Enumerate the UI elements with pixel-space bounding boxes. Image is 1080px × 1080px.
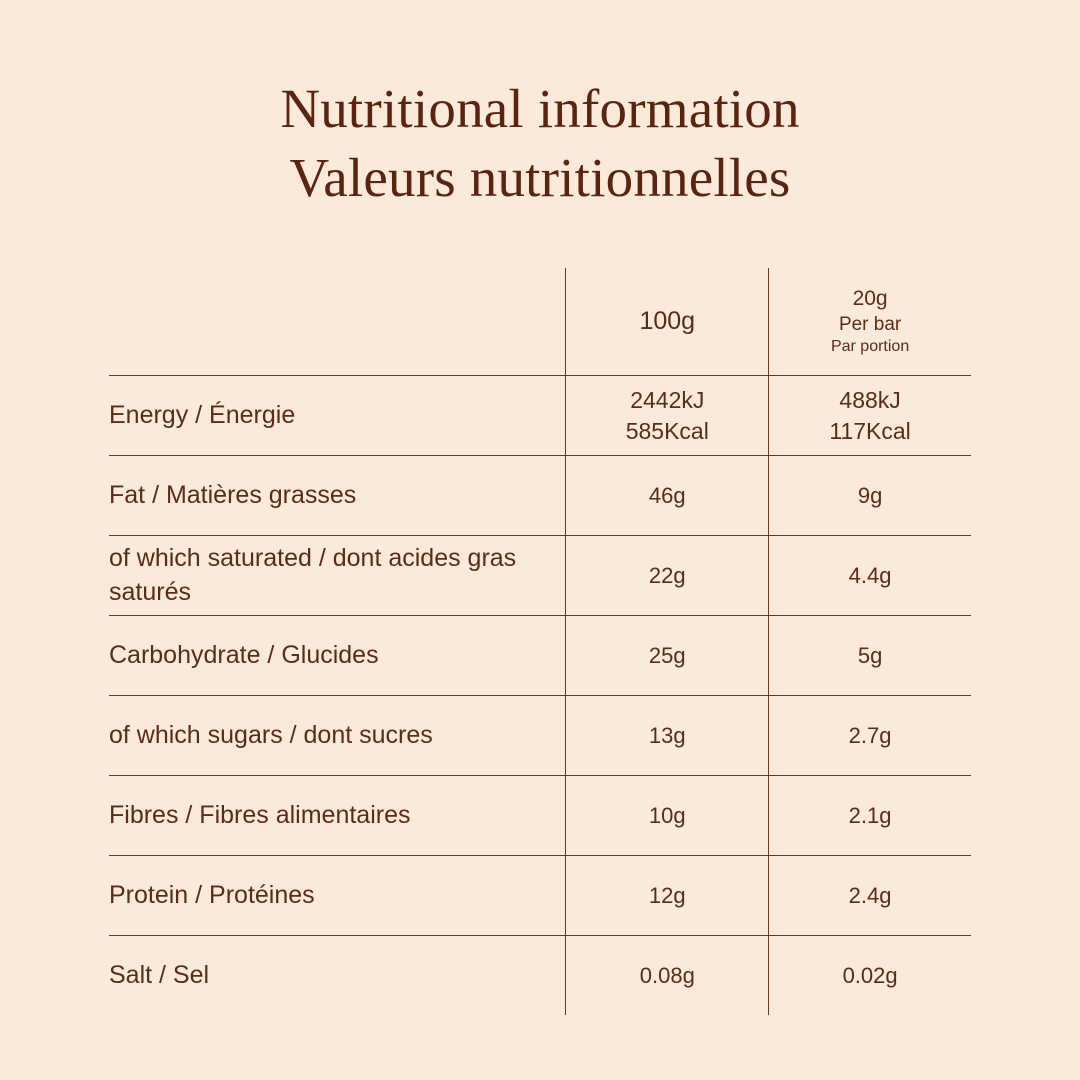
row-value-per-bar: 0.02g [769,936,972,1016]
table-row [109,776,972,856]
table-row [109,856,972,936]
row-value-per-bar: 2.7g [769,696,972,776]
title-french: Valeurs nutritionnelles [289,146,791,208]
header-per-bar-english: Per bar [838,313,902,335]
nutrition-table [108,267,972,1016]
row-value-per-bar-line2: 117Kcal [829,417,911,444]
row-value-per-bar: 9g [769,456,972,536]
table-header-row [109,268,972,376]
row-value-per-bar: 2.1g [769,776,972,856]
table-row [109,696,972,776]
title-english: Nutritional information [280,78,800,139]
row-label: Fibres / Fibres alimentaires [109,776,566,856]
header-per-bar [769,268,972,376]
row-label: Carbohydrate / Glucides [109,616,566,696]
row-value-per-bar: 5g [769,616,972,696]
row-value-100g-line2: 585Kcal [625,417,709,444]
row-value-100g [566,376,769,456]
row-value-per-bar: 4.4g [769,536,972,616]
row-value-100g: 46g [566,456,769,536]
row-label: of which saturated / dont acides gras saturés [109,536,566,616]
row-value-100g-line1: 2442kJ [630,387,705,414]
row-value-100g: 10g [566,776,769,856]
table-row [109,936,972,1016]
header-per-100g: 100g [566,268,769,376]
row-value-100g: 22g [566,536,769,616]
row-value-100g: 13g [566,696,769,776]
header-label-cell [109,268,566,376]
header-per-bar-french: Par portion [830,338,910,356]
row-value-per-bar [769,376,972,456]
row-value-per-bar-line1: 488kJ [839,387,901,414]
table-row [109,376,972,456]
table-row [109,616,972,696]
table-row [109,536,972,616]
row-label: of which sugars / dont sucres [109,696,566,776]
row-value-100g: 12g [566,856,769,936]
row-label: Salt / Sel [109,936,566,1016]
nutrition-table-container [108,267,972,1016]
table-row [109,456,972,536]
row-value-100g: 25g [566,616,769,696]
row-label: Fat / Matières grasses [109,456,566,536]
page-title [280,78,799,209]
row-value-per-bar: 2.4g [769,856,972,936]
header-per-bar-amount: 20g [852,286,888,310]
row-label: Energy / Énergie [109,376,566,456]
row-label: Protein / Protéines [109,856,566,936]
row-value-100g: 0.08g [566,936,769,1016]
